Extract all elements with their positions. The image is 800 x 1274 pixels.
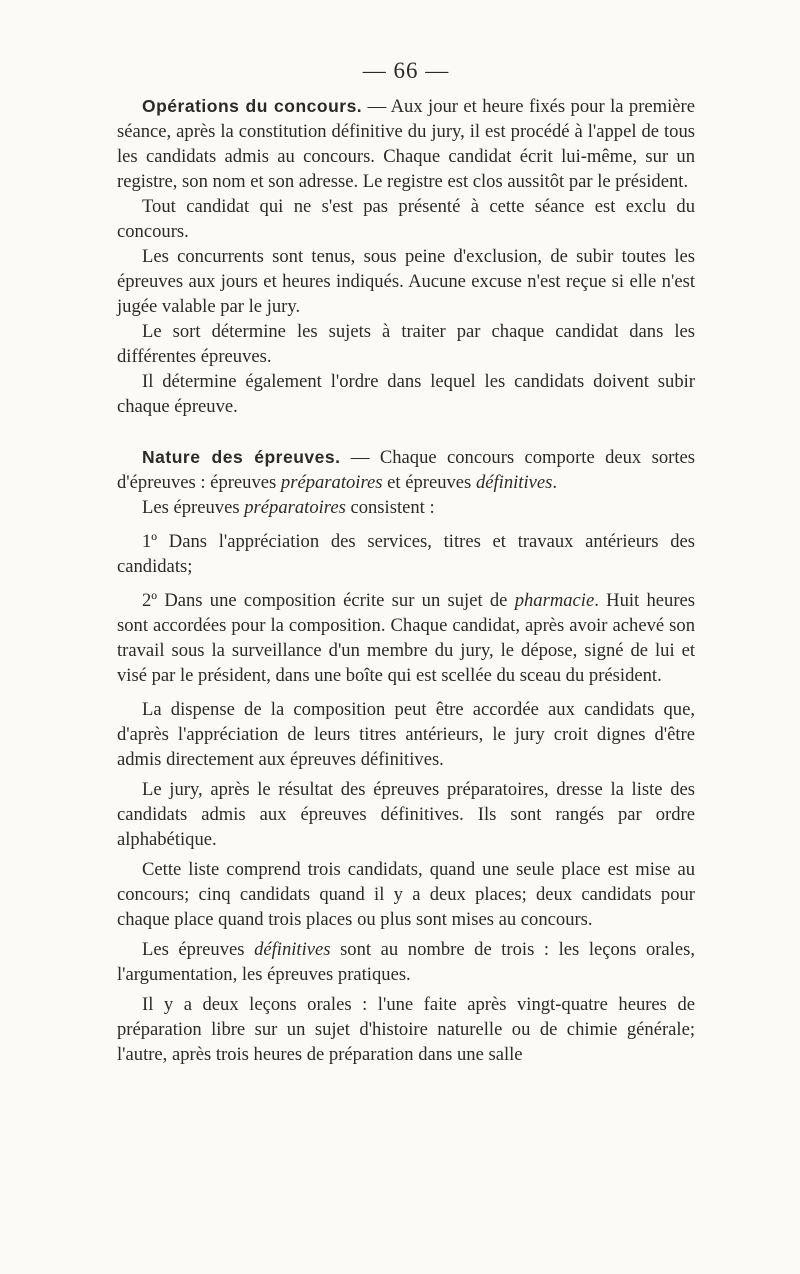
paragraph: Cette liste comprend trois candidats, quand une seule place est mise au concours; cinq candidats quand il y a deux places; deux candidats pour chaque place quand trois places ou plus sont mises au concours. <box>117 859 695 930</box>
paragraph: Le jury, après le résultat des épreuves préparatoires, dresse la liste des candidats admis aux épreuves définitives. Ils sont rangés par ordre alphabétique. <box>117 779 695 850</box>
paragraph: Les épreuves définitives sont au nombre de trois : les leçons orales, l'argumentation, les épreuves pratiques. <box>117 939 695 985</box>
paragraph: Opérations du concours. — Aux jour et heure fixés pour la première séance, après la constitution définitive du jury, il est procédé à l'appel de tous les candidats admis au concours. Chaque candidat écrit lui-même, sur un registre, son nom et son adresse. Le registre est clos aussitôt par le président. <box>117 96 695 192</box>
section-heading-nature: Nature des épreuves. <box>142 447 341 467</box>
paragraph: Il y a deux leçons orales : l'une faite après vingt-quatre heures de préparation libre sur un sujet d'histoire naturelle ou de chimie générale; l'autre, après trois heures de préparation dans une salle <box>117 994 695 1065</box>
list-item: 2º Dans une composition écrite sur un sujet de pharmacie. Huit heures sont accordées pour la composition. Chaque candidat, après avoir achevé son travail sous la surveillance d'un membre du jury, le dépose, signé de lui et visé par le président, dans une boîte qui est scellée du sceau du président. <box>117 590 695 686</box>
body-text <box>117 94 695 1067</box>
paragraph: Les épreuves préparatoires consistent : <box>142 497 435 518</box>
paragraph: Il détermine également l'ordre dans lequel les candidats doivent subir chaque épreuve. <box>117 371 695 417</box>
paragraph: Les concurrents sont tenus, sous peine d'exclusion, de subir toutes les épreuves aux jours et heures indiqués. Aucune excuse n'est reçue si elle n'est jugée valable par le jury. <box>117 246 695 317</box>
section-heading-operations: Opérations du concours. <box>142 96 363 116</box>
paragraph: La dispense de la composition peut être accordée aux candidats que, d'après l'appréciation de leurs titres antérieurs, le jury croit dignes d'être admis directement aux épreuves définitives. <box>117 699 695 770</box>
paragraph: Nature des épreuves. — Chaque concours comporte deux sortes d'épreuves : épreuves préparatoires et épreuves définitives. <box>117 447 695 493</box>
paragraph: Le sort détermine les sujets à traiter par chaque candidat dans les différentes épreuves. <box>117 321 695 367</box>
list-item: 1º Dans l'appréciation des services, titres et travaux antérieurs des candidats; <box>117 531 695 577</box>
page-number: — 66 — <box>362 58 450 83</box>
paragraph: Tout candidat qui ne s'est pas présenté à cette séance est exclu du concours. <box>117 196 695 242</box>
